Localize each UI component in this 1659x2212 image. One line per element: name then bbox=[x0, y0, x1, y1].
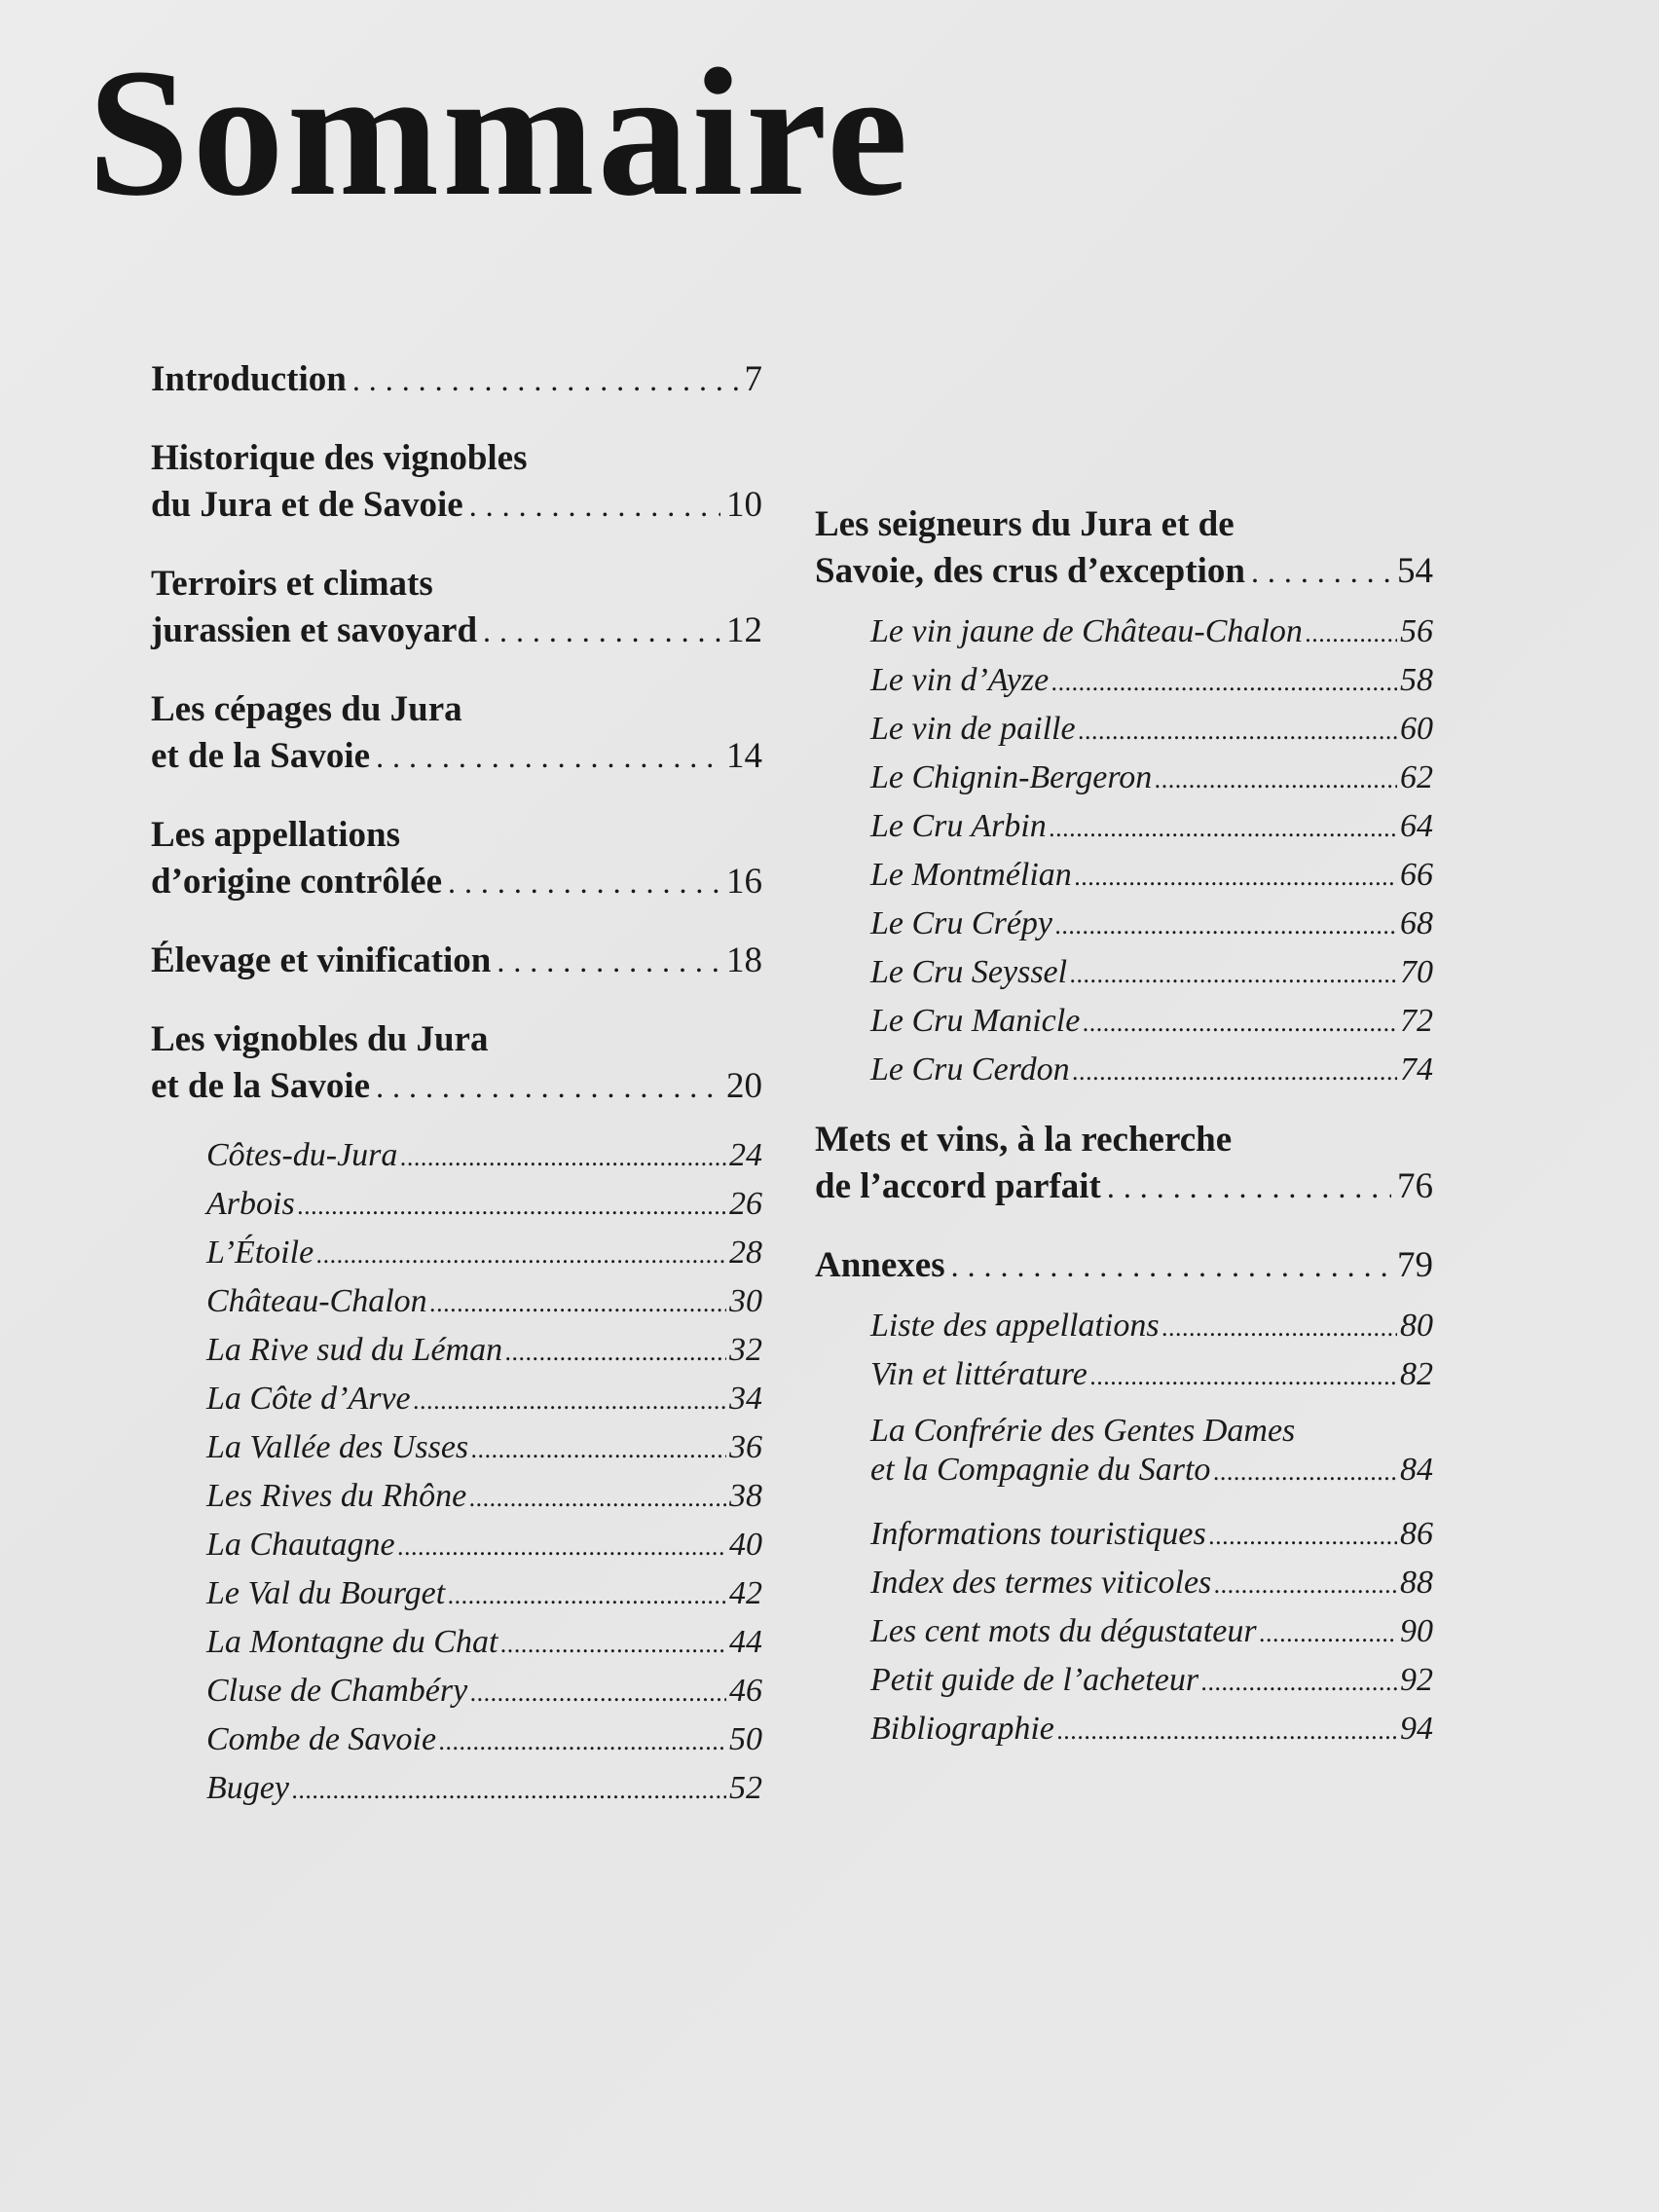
toc-subentry[interactable] bbox=[815, 901, 1433, 949]
toc-page-number: 86 bbox=[1400, 1516, 1433, 1552]
toc-label-line1: Les seigneurs du Jura et de bbox=[815, 504, 1235, 544]
toc-page-number: 24 bbox=[729, 1137, 762, 1173]
toc-page-number: 32 bbox=[729, 1332, 762, 1368]
toc-page-number: 38 bbox=[729, 1478, 762, 1514]
toc-page-number: 54 bbox=[1397, 551, 1433, 591]
toc-subentry[interactable] bbox=[815, 1657, 1433, 1706]
toc-label: Bibliographie bbox=[870, 1711, 1054, 1747]
toc-subentry[interactable] bbox=[151, 1327, 762, 1376]
dot-leader bbox=[352, 356, 739, 403]
toc-label: Le Cru Manicle bbox=[870, 1003, 1081, 1039]
toc-subentry[interactable] bbox=[815, 657, 1433, 706]
toc-label: Combe de Savoie bbox=[206, 1721, 437, 1757]
toc-label: et la Compagnie du Sarto bbox=[870, 1452, 1211, 1488]
dot-leader bbox=[298, 1183, 726, 1230]
toc-label-line1: Terroirs et climats bbox=[151, 564, 433, 604]
toc-page-number: 10 bbox=[726, 485, 762, 525]
dot-leader bbox=[1070, 951, 1397, 998]
dot-leader bbox=[1214, 1562, 1397, 1608]
toc-label: Côtes-du-Jura bbox=[206, 1137, 398, 1173]
dot-leader bbox=[497, 938, 720, 984]
dot-leader bbox=[1306, 610, 1397, 657]
dot-leader bbox=[483, 608, 720, 654]
toc-label: Le Cru Cerdon bbox=[870, 1051, 1070, 1088]
toc-label: Le vin de paille bbox=[870, 711, 1076, 747]
toc-label: Le Val du Bourget bbox=[206, 1575, 446, 1611]
toc-label: Introduction bbox=[151, 359, 347, 399]
toc-subentry[interactable] bbox=[815, 852, 1433, 901]
toc-right-column bbox=[815, 501, 1433, 1754]
toc-subentry[interactable] bbox=[815, 1047, 1433, 1095]
dot-leader bbox=[400, 1134, 726, 1181]
toc-label: Arbois bbox=[206, 1186, 295, 1222]
toc-label: Le Cru Arbin bbox=[870, 808, 1047, 844]
toc-subentry[interactable] bbox=[815, 608, 1433, 657]
toc-subentry[interactable] bbox=[815, 706, 1433, 755]
toc-page-number: 58 bbox=[1400, 662, 1433, 698]
toc-label: jurassien et savoyard bbox=[151, 610, 478, 650]
toc-subentry[interactable] bbox=[151, 1619, 762, 1668]
toc-subentry[interactable] bbox=[151, 1376, 762, 1424]
toc-subentry[interactable] bbox=[815, 1511, 1433, 1560]
toc-page-number: 14 bbox=[726, 736, 762, 776]
dot-leader bbox=[1209, 1513, 1397, 1560]
toc-subentries-annexes bbox=[815, 1303, 1433, 1754]
dot-leader bbox=[1090, 1353, 1397, 1400]
toc-label: Savoie, des crus d’exception bbox=[815, 551, 1245, 591]
toc-page-number: 56 bbox=[1400, 613, 1433, 649]
toc-page-number: 34 bbox=[729, 1381, 762, 1417]
dot-leader bbox=[1251, 548, 1391, 595]
toc-label: du Jura et de Savoie bbox=[151, 485, 463, 525]
dot-leader bbox=[469, 482, 720, 529]
dot-leader bbox=[505, 1329, 726, 1376]
toc-label-line1: Historique des vignobles bbox=[151, 438, 528, 478]
dot-leader bbox=[448, 859, 720, 905]
dot-leader bbox=[1050, 805, 1397, 852]
toc-label: La Côte d’Arve bbox=[206, 1381, 411, 1417]
toc-entry-seigneurs[interactable] bbox=[815, 501, 1433, 595]
dot-leader bbox=[1057, 1708, 1397, 1754]
toc-label: Les Rives du Rhône bbox=[206, 1478, 467, 1514]
toc-page-number: 72 bbox=[1400, 1003, 1433, 1039]
dot-leader bbox=[1079, 708, 1397, 755]
toc-page-number: 68 bbox=[1400, 905, 1433, 941]
toc-label: Le vin jaune de Château-Chalon bbox=[870, 613, 1303, 649]
toc-label: La Rive sud du Léman bbox=[206, 1332, 503, 1368]
toc-subentry[interactable] bbox=[815, 1412, 1433, 1492]
toc-page-number: 60 bbox=[1400, 711, 1433, 747]
toc-subentry[interactable] bbox=[815, 1608, 1433, 1657]
toc-subentry[interactable] bbox=[151, 1230, 762, 1278]
toc-label: Informations touristiques bbox=[870, 1516, 1206, 1552]
toc-page-number: 62 bbox=[1400, 759, 1433, 795]
toc-page-number: 18 bbox=[726, 940, 762, 980]
toc-label: et de la Savoie bbox=[151, 736, 371, 776]
dot-leader bbox=[1107, 1163, 1391, 1210]
toc-page-number: 46 bbox=[729, 1673, 762, 1709]
toc-label: Le Montmélian bbox=[870, 857, 1072, 893]
toc-label: Annexes bbox=[815, 1245, 945, 1285]
dot-leader bbox=[1162, 1305, 1397, 1351]
toc-page-number: 74 bbox=[1400, 1051, 1433, 1088]
dot-leader bbox=[1083, 1000, 1397, 1047]
dot-leader bbox=[1213, 1453, 1397, 1492]
toc-page-number: 80 bbox=[1400, 1308, 1433, 1344]
toc-page-number: 36 bbox=[729, 1429, 762, 1465]
dot-leader bbox=[951, 1242, 1391, 1289]
toc-subentry[interactable] bbox=[815, 1706, 1433, 1754]
toc-label: Cluse de Chambéry bbox=[206, 1673, 468, 1709]
toc-page-number: 12 bbox=[726, 610, 762, 650]
toc-page-number: 92 bbox=[1400, 1662, 1433, 1698]
toc-subentry[interactable] bbox=[151, 1278, 762, 1327]
toc-page-number: 44 bbox=[729, 1624, 762, 1660]
dot-leader bbox=[376, 733, 720, 780]
toc-label: de l’accord parfait bbox=[815, 1166, 1101, 1206]
toc-subentry[interactable] bbox=[815, 803, 1433, 852]
dot-leader bbox=[439, 1718, 726, 1765]
toc-page-number: 84 bbox=[1400, 1452, 1433, 1488]
toc-page-number: 88 bbox=[1400, 1565, 1433, 1601]
toc-label: La Chautagne bbox=[206, 1527, 395, 1563]
toc-page-number: 90 bbox=[1400, 1613, 1433, 1649]
toc-subentry[interactable] bbox=[151, 1570, 762, 1619]
toc-label: Le vin d’Ayze bbox=[870, 662, 1050, 698]
toc-subentry[interactable] bbox=[815, 755, 1433, 803]
toc-label: Index des termes viticoles bbox=[870, 1565, 1212, 1601]
toc-entry-appellations[interactable] bbox=[151, 812, 762, 905]
toc-entry-terroirs[interactable] bbox=[151, 561, 762, 654]
dot-leader bbox=[398, 1524, 726, 1570]
toc-page-number: 50 bbox=[729, 1721, 762, 1757]
toc-page-number: 26 bbox=[729, 1186, 762, 1222]
toc-label: Vin et littérature bbox=[870, 1356, 1088, 1392]
toc-entry-vignobles[interactable] bbox=[151, 1016, 762, 1110]
toc-label: Les cent mots du dégustateur bbox=[870, 1613, 1257, 1649]
dot-leader bbox=[500, 1621, 726, 1668]
toc-page-number: 76 bbox=[1397, 1166, 1433, 1206]
toc-subentry[interactable] bbox=[151, 1132, 762, 1181]
toc-label-line1: Mets et vins, à la recherche bbox=[815, 1120, 1233, 1160]
toc-subentry[interactable] bbox=[151, 1473, 762, 1522]
dot-leader bbox=[471, 1426, 726, 1473]
toc-subentry[interactable] bbox=[151, 1181, 762, 1230]
toc-entry-annexes[interactable] bbox=[815, 1242, 1433, 1289]
toc-subentry[interactable] bbox=[815, 949, 1433, 998]
toc-page-number: 40 bbox=[729, 1527, 762, 1563]
toc-label: Petit guide de l’acheteur bbox=[870, 1662, 1199, 1698]
toc-entry-historique[interactable] bbox=[151, 435, 762, 529]
toc-label: Le Cru Crépy bbox=[870, 905, 1052, 941]
dot-leader bbox=[430, 1280, 726, 1327]
dot-leader bbox=[376, 1063, 720, 1110]
toc-subentry[interactable] bbox=[151, 1522, 762, 1570]
toc-page-number: 28 bbox=[729, 1235, 762, 1271]
dot-leader bbox=[1051, 659, 1397, 706]
toc-label-line1: Les appellations bbox=[151, 815, 400, 855]
toc-label: La Montagne du Chat bbox=[206, 1624, 498, 1660]
toc-subentry[interactable] bbox=[151, 1716, 762, 1765]
toc-page-number: 20 bbox=[726, 1066, 762, 1106]
toc-page-number: 70 bbox=[1400, 954, 1433, 990]
toc-label: Château-Chalon bbox=[206, 1283, 427, 1319]
toc-label: L’Étoile bbox=[206, 1235, 314, 1271]
dot-leader bbox=[1055, 903, 1397, 949]
toc-subentry[interactable] bbox=[815, 998, 1433, 1047]
toc-page-number: 52 bbox=[729, 1770, 762, 1806]
toc-label-line1: Les vignobles du Jura bbox=[151, 1019, 489, 1059]
toc-subentry[interactable] bbox=[151, 1765, 762, 1814]
toc-subentry[interactable] bbox=[151, 1668, 762, 1716]
dot-leader bbox=[1075, 854, 1397, 901]
dot-leader bbox=[448, 1572, 726, 1619]
toc-subentry[interactable] bbox=[151, 1424, 762, 1473]
toc-subentries-vignobles bbox=[151, 1132, 762, 1814]
toc-page-number: 66 bbox=[1400, 857, 1433, 893]
toc-page-number: 79 bbox=[1397, 1245, 1433, 1285]
dot-leader bbox=[414, 1378, 726, 1424]
dot-leader bbox=[470, 1670, 726, 1716]
toc-entry-elevage[interactable] bbox=[151, 938, 762, 984]
toc-page-number: 94 bbox=[1400, 1711, 1433, 1747]
toc-entry-cepages[interactable] bbox=[151, 686, 762, 780]
dot-leader bbox=[469, 1475, 726, 1522]
dot-leader bbox=[292, 1767, 726, 1814]
page-title: Sommaire bbox=[88, 30, 911, 234]
toc-page-number: 64 bbox=[1400, 808, 1433, 844]
toc-left-column bbox=[151, 356, 762, 1814]
toc-label-line1: Les cépages du Jura bbox=[151, 689, 462, 729]
toc-page-number: 82 bbox=[1400, 1356, 1433, 1392]
dot-leader bbox=[1155, 756, 1397, 803]
toc-page-number: 42 bbox=[729, 1575, 762, 1611]
toc-subentry[interactable] bbox=[815, 1560, 1433, 1608]
toc-label-line1: La Confrérie des Gentes Dames bbox=[870, 1413, 1296, 1449]
toc-label: Le Chignin-Bergeron bbox=[870, 759, 1153, 795]
toc-label: Élevage et vinification bbox=[151, 940, 492, 980]
toc-label: La Vallée des Usses bbox=[206, 1429, 469, 1465]
toc-label: Bugey bbox=[206, 1770, 289, 1806]
dot-leader bbox=[1260, 1610, 1397, 1657]
toc-label: Liste des appellations bbox=[870, 1308, 1160, 1344]
toc-subentry[interactable] bbox=[815, 1303, 1433, 1351]
toc-page-number: 16 bbox=[726, 862, 762, 902]
toc-entry-mets[interactable] bbox=[815, 1117, 1433, 1210]
toc-subentries-seigneurs bbox=[815, 608, 1433, 1095]
dot-leader bbox=[1201, 1659, 1397, 1706]
dot-leader bbox=[1073, 1049, 1397, 1095]
toc-label: et de la Savoie bbox=[151, 1066, 371, 1106]
dot-leader bbox=[316, 1232, 726, 1278]
toc-entry-introduction[interactable] bbox=[151, 356, 762, 403]
toc-subentry[interactable] bbox=[815, 1351, 1433, 1400]
toc-page-number: 30 bbox=[729, 1283, 762, 1319]
toc-label: d’origine contrôlée bbox=[151, 862, 442, 902]
toc-label: Le Cru Seyssel bbox=[870, 954, 1068, 990]
toc-page-number: 7 bbox=[744, 359, 762, 399]
